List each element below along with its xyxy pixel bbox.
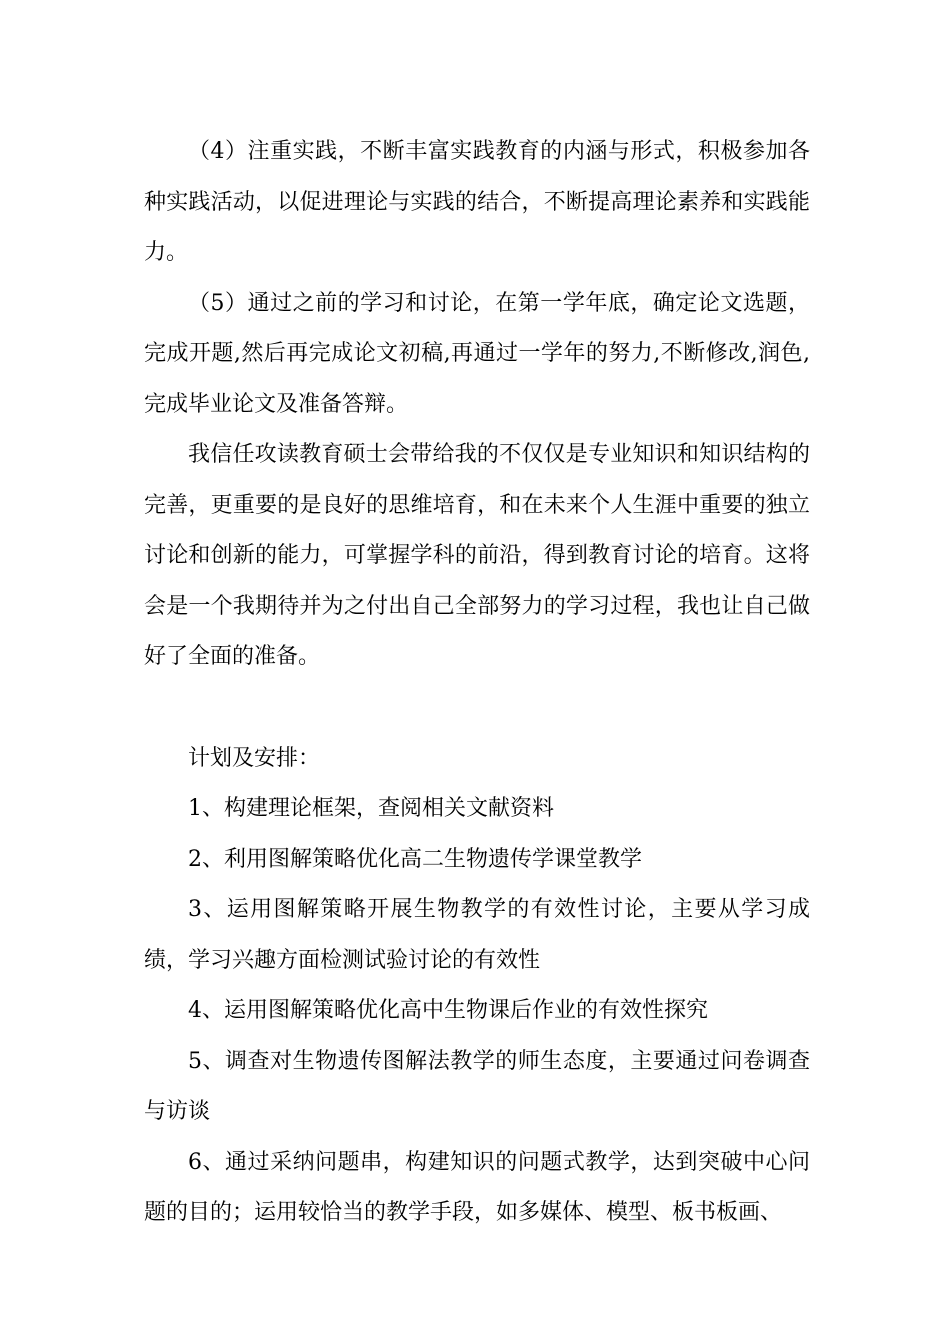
plan-item-5: 5、调查对生物遗传图解法教学的师生态度，主要通过问卷调查与访谈	[144, 1048, 810, 1124]
plan-item-4: 4、运用图解策略优化高中生物课后作业的有效性探究	[188, 998, 708, 1023]
paragraph-practice: （4）注重实践，不断丰富实践教育的内涵与形式，积极参加各种实践活动，以促进理论与实践的结合，不断提高理论素养和实践能力。	[144, 139, 810, 265]
plan-heading: 计划及安排：	[188, 745, 321, 771]
plan-item-3: 3、运用图解策略开展生物教学的有效性讨论，主要从学习成绩，学习兴趣方面检测试验讨论的有效性	[144, 897, 810, 973]
plan-item-1: 1、构建理论框架，查阅相关文献资料	[188, 796, 554, 821]
paragraph-belief: 我信任攻读教育硕士会带给我的不仅仅是专业知识和知识结构的完善，更重要的是良好的思维培育，和在未来个人生涯中重要的独立讨论和创新的能力，可掌握学科的前沿，得到教育讨论的培育。这将会是一个我期待并为之付出自己全部努力的学习过程，我也让自己做好了全面的准备。	[144, 442, 810, 669]
section-gap	[144, 683, 810, 734]
paragraph-thesis-plan: （5）通过之前的学习和讨论，在第一学年底，确定论文选题，完成开题,然后再完成论文初稿,再通过一学年的努力,不断修改,润色,完成毕业论文及准备答辩。	[144, 290, 810, 417]
plan-item-2: 2、利用图解策略优化高二生物遗传学课堂教学	[188, 846, 642, 872]
document-page	[144, 127, 810, 1239]
plan-item-6: 6、通过采纳问题串，构建知识的问题式教学，达到突破中心问题的目的；运用较恰当的教学手段，如多媒体、模型、板书板画、	[144, 1149, 810, 1225]
